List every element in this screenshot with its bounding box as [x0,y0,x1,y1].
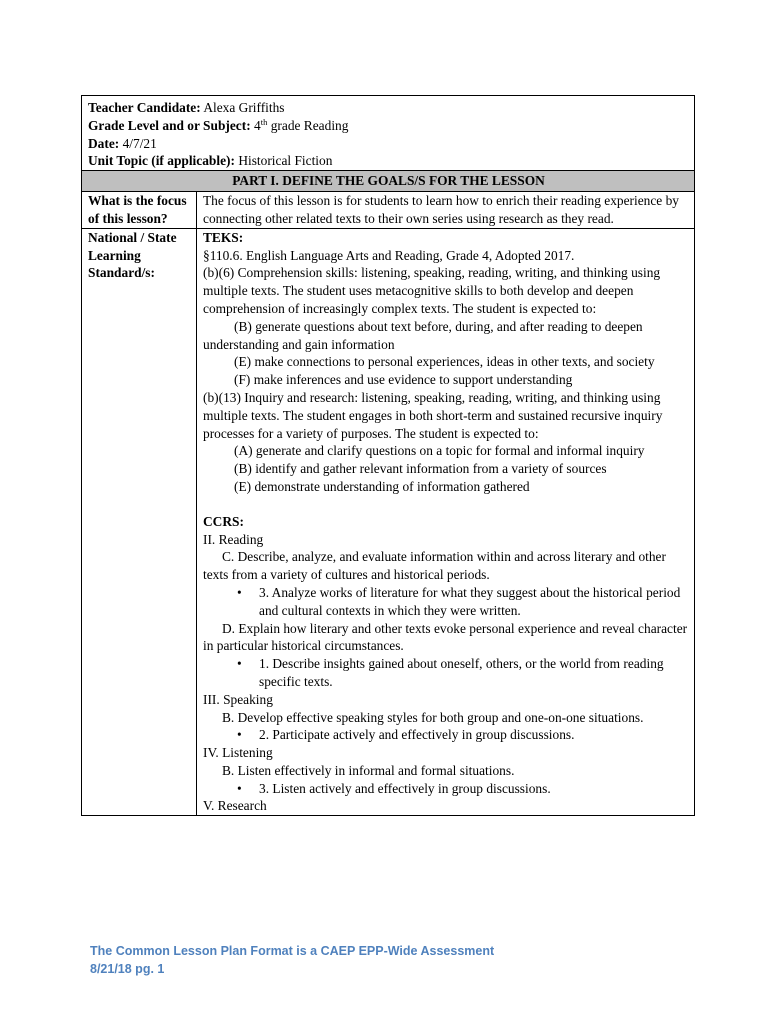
teks-heading: TEKS: [203,229,244,245]
ccrs-reading-c-text: C. Describe, analyze, and evaluate information within and across literary and other texts from a variety of cultures and historical periods. [203,549,666,583]
grade-number: 4 [254,117,261,133]
page-footer [90,942,494,978]
standards-row [82,228,695,816]
focus-label: What is the focus of this lesson? [82,192,197,229]
ccrs-listening: IV. Listening [203,745,273,761]
grade-rest: grade Reading [270,117,349,133]
teks-b6-E [203,353,689,371]
ccrs-listening-list [203,780,689,798]
ccrs-reading-d-text: D. Explain how literary and other texts evoke personal experience and reveal character in particular historical circumstances. [203,620,688,654]
footer-line-2: 8/21/18 pg. 1 [90,962,165,976]
teks-b6: (b)(6) Comprehension skills: listening, speaking, reading, writing, and thinking using multiple texts. The student uses metacognitive skills to both develop and deepen comprehension of increasingly complex texts. The student is expected to: [203,265,661,316]
ccrs-heading: CCRS: [203,513,244,529]
ccrs-speaking-b-text: B. Develop effective speaking styles for both group and one-on-one situations. [222,709,644,725]
teks-b13: (b)(13) Inquiry and research: listening, speaking, reading, writing, and thinking using multiple texts. The student engages in both short-term and sustained recursive inquiry processes for a variety of purposes. The student is expected to: [203,389,663,441]
teks-b6-F-text: (F) make inferences and use evidence to support understanding [234,372,573,388]
teks-b13-A-text: (A) generate and clarify questions on a topic for formal and informal inquiry [234,443,645,459]
teks-b6-F [203,371,689,389]
teks-b6-B-text: (B) generate questions about text before, during, and after reading to deepen understanding and gain information [203,318,643,352]
ccrs-speaking: III. Speaking [203,691,273,707]
teks-intro: §110.6. English Language Arts and Reading, Grade 4, Adopted 2017. [203,247,575,263]
teacher-label: Teacher Candidate: [88,100,201,115]
topic-line [88,152,689,170]
ccrs-reading: II. Reading [203,531,264,547]
footer-line-1: The Common Lesson Plan Format is a CAEP EPP-Wide Assessment [90,944,495,958]
ccrs-reading-d [203,620,689,656]
ccrs-reading-c [203,548,689,584]
ccrs-listening-b-text: B. Listen effectively in informal and formal situations. [222,762,515,778]
ccrs-speaking-b [203,709,689,727]
header-cell [82,96,695,171]
teacher-value: Alexa Griffiths [203,100,285,115]
ccrs-listening-b [203,762,689,780]
ccrs-research: V. Research [203,798,267,814]
header-row [82,96,695,171]
date-line [88,135,689,153]
ccrs-reading-c-list [203,584,689,620]
ccrs-speaking-list [203,726,689,744]
teks-b13-B [203,460,689,478]
teks-b13-B-text: (B) identify and gather relevant information from a variety of sources [234,461,607,477]
teacher-line [88,99,689,117]
list-item: • 1. Describe insights gained about oneself, others, or the world from reading specific texts. [203,655,689,691]
standards-label: National / State Learning Standard/s: [82,228,197,816]
date-label: Date: [88,135,120,151]
standards-content [197,228,695,816]
lesson-plan-table [81,95,695,816]
topic-value: Historical Fiction [238,153,333,169]
teks-b13-E-text: (E) demonstrate understanding of information gathered [234,478,530,494]
focus-text: The focus of this lesson is for students to learn how to enrich their reading experience by connecting other related texts to their own series using research as they read. [197,192,695,229]
list-item: • 3. Listen actively and effectively in group discussions. [203,780,689,798]
topic-label: Unit Topic (if applicable): [88,153,235,169]
ccrs-reading-d-list [203,655,689,691]
part1-title: PART I. DEFINE THE GOALS/S FOR THE LESSON [82,171,695,192]
teks-b6-B [203,318,689,354]
part1-row [82,171,695,192]
teks-b6-E-text: (E) make connections to personal experiences, ideas in other texts, and society [234,354,655,370]
focus-row [82,192,695,229]
spacer [203,496,689,513]
grade-superscript: th [260,116,268,127]
teks-b13-A [203,442,689,460]
teks-b13-E [203,478,689,496]
grade-line [88,117,689,135]
grade-label: Grade Level and or Subject: [88,117,251,133]
list-item: • 3. Analyze works of literature for what they suggest about the historical period and cultural contexts in which they were written. [203,584,689,620]
list-item: • 2. Participate actively and effectively in group discussions. [203,726,689,744]
date-value: 4/7/21 [122,135,157,151]
